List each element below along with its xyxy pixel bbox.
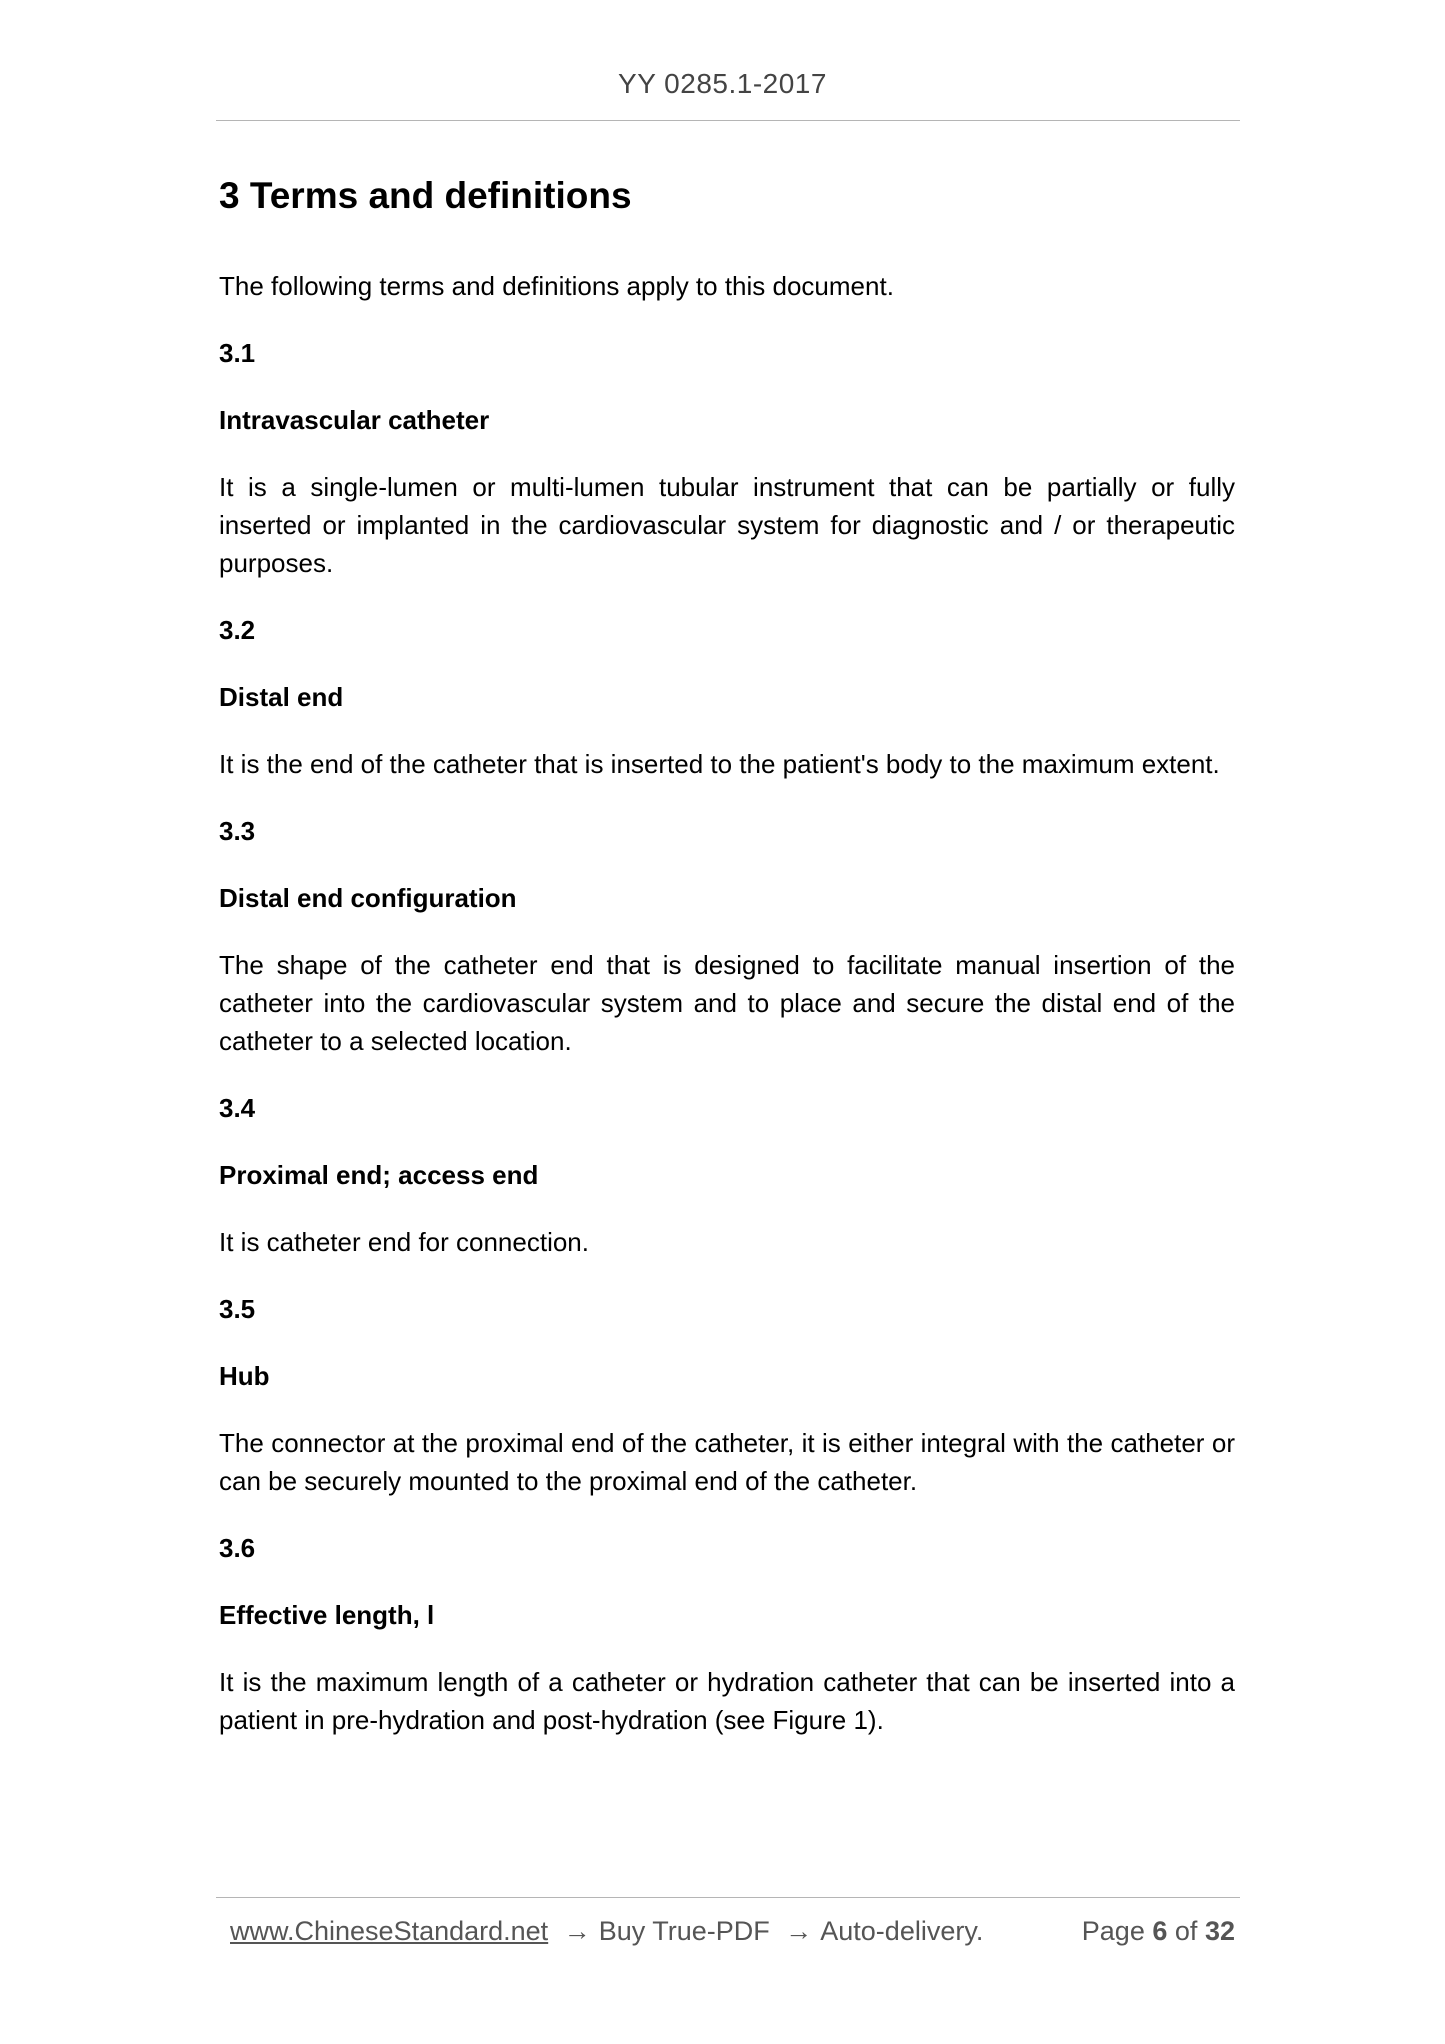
right-arrow-icon: →: [785, 1916, 813, 1946]
clause-3-1: [219, 334, 1235, 582]
clause-3-6: [219, 1529, 1235, 1739]
page-content: [219, 168, 1235, 1768]
clause-number: 3.3: [219, 816, 256, 846]
page-label: Page: [1081, 1916, 1145, 1946]
right-arrow-icon: →: [563, 1916, 591, 1946]
clause-3-4: [219, 1089, 1235, 1261]
term-definition: The shape of the catheter end that is designed to facilitate manual insertion of the catheter into the cardiovascular system and to place and secure the distal end of the catheter to a selected location.: [219, 950, 1235, 1056]
term-title: Proximal end; access end: [219, 1160, 539, 1190]
term-title: Intravascular catheter: [219, 405, 490, 435]
term-definition: It is the end of the catheter that is inserted to the patient's body to the maximum extent.: [219, 749, 1220, 779]
section-intro: The following terms and definitions apply to this document.: [219, 271, 894, 301]
clause-number: 3.4: [219, 1093, 256, 1123]
buy-text: Buy True-PDF: [598, 1916, 770, 1946]
page-footer: [230, 1916, 1235, 1947]
document-code-header: YY 0285.1-2017: [618, 68, 827, 99]
section-title: 3 Terms and definitions: [219, 175, 632, 216]
clause-3-3: [219, 812, 1235, 1060]
term-definition: The connector at the proximal end of the catheter, it is either integral with the catheter or can be securely mounted to the proximal end of the catheter.: [219, 1428, 1235, 1496]
clause-3-2: [219, 611, 1235, 783]
site-link[interactable]: www.ChineseStandard.net: [230, 1916, 549, 1946]
term-definition: It is catheter end for connection.: [219, 1227, 589, 1257]
clause-number: 3.5: [219, 1294, 256, 1324]
clause-number: 3.6: [219, 1533, 256, 1563]
page-of: of: [1174, 1916, 1198, 1946]
clause-number: 3.2: [219, 615, 256, 645]
term-title: Effective length, l: [219, 1600, 435, 1630]
footer-promo: [230, 1916, 983, 1947]
page-current: 6: [1152, 1916, 1168, 1946]
delivery-text: Auto-delivery.: [820, 1916, 984, 1946]
term-title: Hub: [219, 1361, 270, 1391]
term-title: Distal end configuration: [219, 883, 517, 913]
term-title: Distal end: [219, 682, 344, 712]
clause-3-5: [219, 1290, 1235, 1500]
term-definition: It is a single-lumen or multi-lumen tubular instrument that can be partially or fully inserted or implanted in the cardiovascular system for diagnostic and / or therapeutic purposes.: [219, 472, 1235, 578]
term-definition: It is the maximum length of a catheter or hydration catheter that can be inserted into a patient in pre-hydration and post-hydration (see Figure 1).: [219, 1667, 1235, 1735]
page-number: [1082, 1916, 1235, 1947]
footer-divider: [216, 1897, 1240, 1898]
page-total: 32: [1204, 1916, 1235, 1946]
header-divider: [216, 120, 1240, 121]
clause-number: 3.1: [219, 338, 256, 368]
